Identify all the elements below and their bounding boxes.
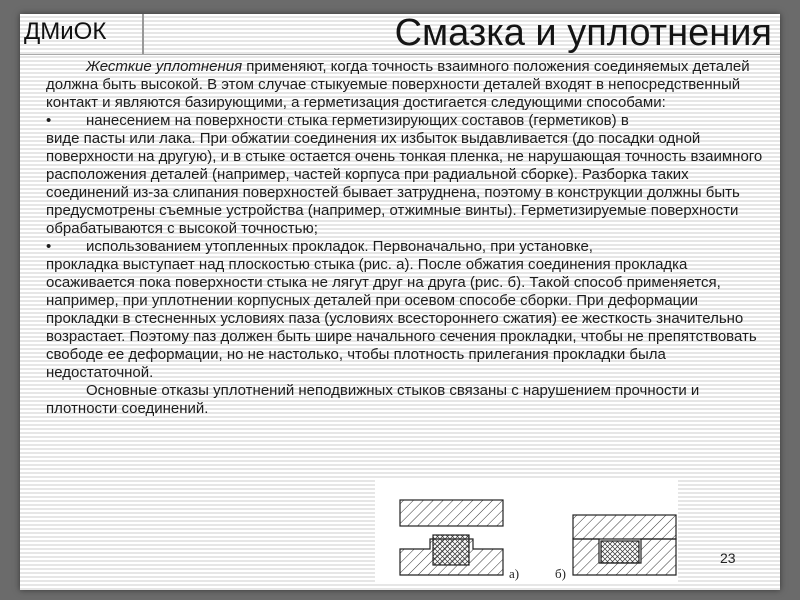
bullet-continuation: прокладка выступает над плоскостью стыка (рис. а). После обжатия соединения прокладка осаживается пока поверхности стыка не лягут друг на друга (рис. б). Такой способ применяется, например, при уплотнении корпусных деталей при осевом способе сборки. При деформации прокладки в стесненных условиях паза (условиях всестороннего сжатия) ее жесткость значительно возрастает. Поэтому паз должен быть шире начального сечения прокладки, чтобы не препятствовать свободе ее деформации, но не настолько, чтобы плотность прилегания прокладки была недостаточной. — [46, 256, 757, 381]
figure-label-b: б) — [555, 566, 566, 581]
intro-paragraph — [46, 58, 772, 112]
bullet-continuation: виде пасты или лака. При обжатии соединения их избыток выдавливается (до посадки одной поверхности на другую), и в стыке остается очень тонкая пленка, не нарушающая точность взаимного расположения деталей (например, частей корпуса при радиальной сборке). Разборка таких соединений из-за слипания поверхностей бывает затруднена, поэтому в конструкции должны быть предусмотрены съемные устройства (например, отжимные винты). Герметизируемые поверхности обрабатываются с высокой точностью; — [46, 130, 763, 237]
slide-title: Смазка и уплотнения — [394, 14, 772, 54]
bullet-item-sealant — [46, 112, 772, 130]
gasket-diagram — [375, 479, 678, 582]
figure-a-initial — [400, 500, 519, 581]
bullet-mark: • — [46, 238, 52, 255]
bullet-item-gasket — [46, 238, 772, 256]
intro-text: применяют, когда точность взаимного положения соединяемых деталей должна быть высокой. В этом случае стыкуемые поверхности деталей входят в непосредственный контакт и являются базирующими, а герметизация достигается следующими способами: — [46, 58, 750, 111]
intro-term: Жесткие уплотнения — [86, 58, 243, 75]
final-paragraph: Основные отказы уплотнений неподвижных стыков связаны с нарушением прочности и плотности соединений. — [46, 382, 700, 417]
slide-header — [20, 14, 780, 54]
figure-b-compressed — [555, 515, 676, 581]
slide — [20, 14, 780, 590]
gasket-figure — [375, 479, 678, 582]
bullet-first-line: нанесением на поверхности стыка герметизирующих составов (герметиков) в — [86, 112, 629, 129]
bullet-mark: • — [46, 112, 52, 129]
header-divider-horizontal — [20, 54, 780, 55]
header-divider-vertical — [142, 14, 144, 54]
bullet-first-line: использованием утопленных прокладок. Первоначально, при установке, — [86, 238, 593, 255]
page-number: 23 — [720, 550, 736, 566]
slide-body-text — [46, 58, 772, 418]
course-logo-label: ДМиОК — [24, 18, 107, 45]
figure-label-a: а) — [509, 566, 520, 581]
